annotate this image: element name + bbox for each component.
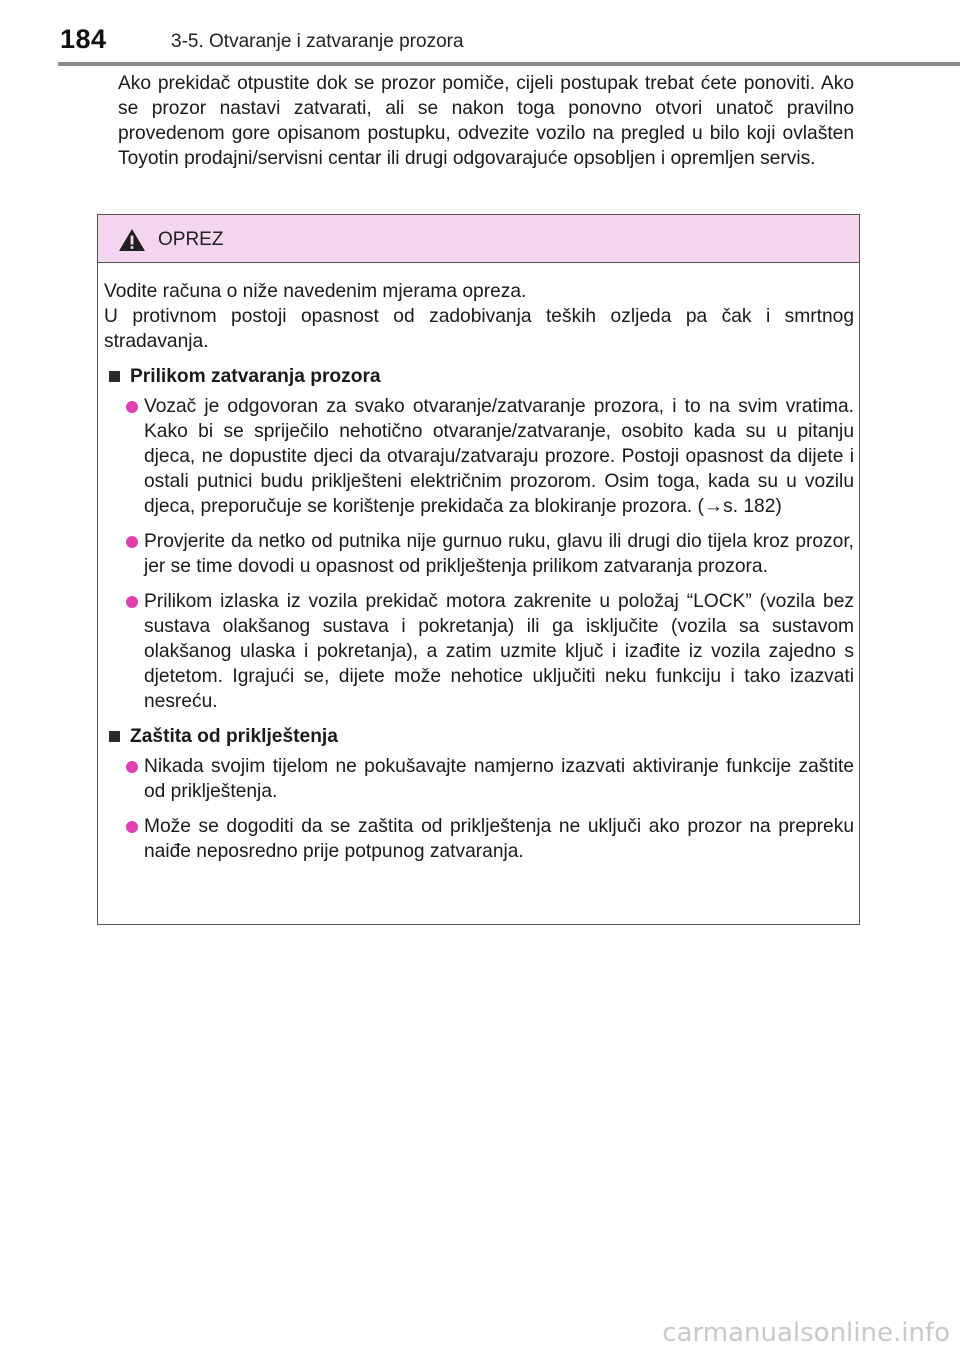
- header-rule: [58, 62, 960, 66]
- round-bullet-icon: [126, 401, 138, 413]
- section-heading: [104, 724, 854, 749]
- section-heading-text: Zaštita od priklještenja: [130, 726, 338, 747]
- list-item-text: Može se dogoditi da se zaštita od priklještenja ne uključi ako prozor na prepreku naiđe neposredno prije potpunog zatvaranja.: [144, 816, 854, 862]
- caution-box: [97, 214, 860, 925]
- list-item-text: Vozač je odgovoran za svako otvaranje/zatvaranje prozora, i to na svim vratima. Kako bi se spriječilo nehotično otvaranje/zatvaranje, osobito kada su u pitanju djeca, ne dopustite djeci da otvaraju/zatvaraju prozore. Postoji opasnost da dijete i ostali putnici budu priklješteni električnim prozorom. Osim toga, kada su u vozilu djeca, preporučuje se korištenje prekidača za blokiranje prozora. (→s. 182): [144, 396, 854, 517]
- section-heading: [104, 364, 854, 389]
- round-bullet-icon: [126, 761, 138, 773]
- caution-intro-line-1: Vodite računa o niže navedenim mjerama opreza.: [104, 281, 527, 302]
- square-bullet-icon: [109, 371, 120, 382]
- list-item: [104, 589, 854, 714]
- round-bullet-icon: [126, 821, 138, 833]
- list-item: [104, 754, 854, 804]
- list-item-text: Prilikom izlaska iz vozila prekidač motora zakrenite u položaj “LOCK” (vozila bez sustava olakšanog sustava i pokretanja) ili ga isključite (vozila sa sustavom olakšanog ulaska i pokretanja), a zatim uzmite ključ i izađite iz vozila zajedno s djetetom. Igrajući se, dijete može nehotice uključiti neku funkciju i tako izazvati nesreću.: [144, 591, 854, 712]
- caution-body: [104, 279, 854, 864]
- section-title: 3-5. Otvaranje i zatvaranje prozora: [171, 31, 464, 52]
- section-heading-text: Prilikom zatvaranja prozora: [130, 366, 381, 387]
- watermark: carmanualsonline.info: [662, 1318, 950, 1348]
- list-item-text: Provjerite da netko od putnika nije gurnuo ruku, glavu ili drugi dio tijela kroz prozor, jer se time dovodi u opasnost od priklještenja prilikom zatvaranja prozora.: [144, 531, 854, 577]
- intro-paragraph: Ako prekidač otpustite dok se prozor pomiče, cijeli postupak trebat ćete ponoviti. Ako se prozor nastavi zatvarati, ali se nakon toga ponovno otvori unatoč pravilno provedenom gore opisanom postupku, odvezite vozilo na pregled u bilo koji ovlašten Toyotin prodajni/servisni centar ili drugi odgovarajuće opsobljen i opremljen servis.: [118, 73, 854, 169]
- caution-label: OPREZ: [158, 229, 224, 250]
- list-item-text: Nikada svojim tijelom ne pokušavajte namjerno izazvati aktiviranje funkcije zaštite od priklještenja.: [144, 756, 854, 802]
- round-bullet-icon: [126, 596, 138, 608]
- list-item: [104, 529, 854, 579]
- round-bullet-icon: [126, 536, 138, 548]
- warning-triangle-icon: [118, 228, 146, 252]
- list-item: [104, 814, 854, 864]
- caution-header: [98, 215, 859, 263]
- list-item: [104, 394, 854, 519]
- page-number: 184: [60, 24, 107, 54]
- caution-intro-line-2: U protivnom postoji opasnost od zadobivanja teških ozljeda pa čak i smrtnog stradavanja.: [104, 306, 854, 352]
- page-header: [0, 0, 960, 70]
- square-bullet-icon: [109, 731, 120, 742]
